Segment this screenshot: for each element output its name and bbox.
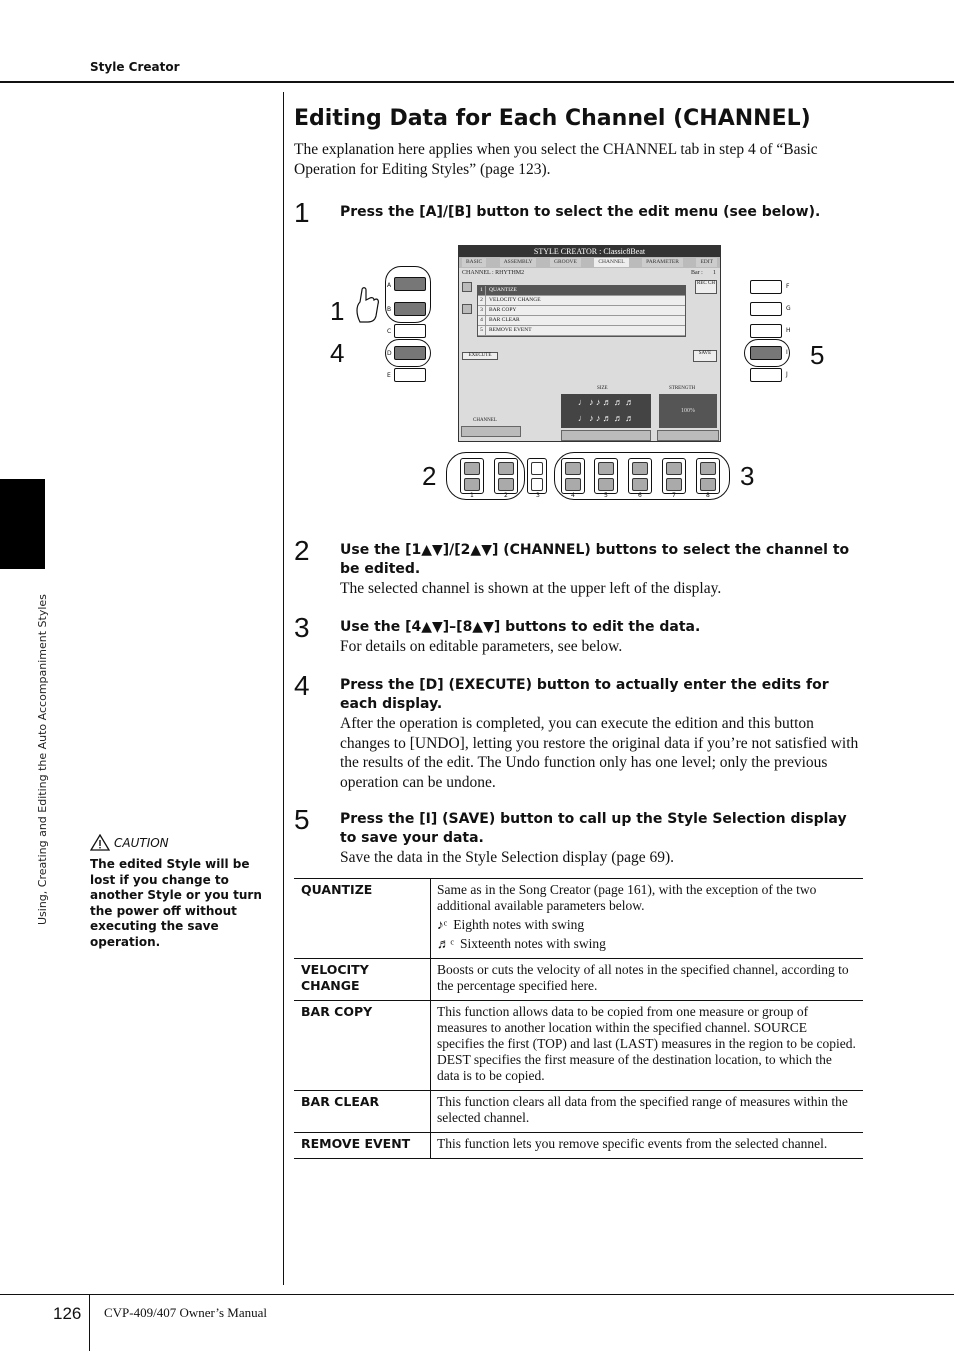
lcd-menu-item[interactable]: 2 VELOCITY CHANGE	[478, 296, 685, 306]
lcd-channel-label: CHANNEL : RHYTHM2	[462, 270, 525, 276]
button-a[interactable]	[394, 277, 426, 291]
table-key: QUANTIZE	[294, 879, 431, 958]
lcd-size-label: SIZE	[597, 386, 608, 391]
caution-body: The edited Style will be lost if you change to another Style or you turn the power off without executing the save operation.	[90, 857, 262, 949]
running-head: Style Creator	[90, 60, 180, 74]
lcd-channel-footer: CHANNEL	[473, 418, 497, 423]
sixteenth-swing-note-icon: ♬ᶜ	[437, 936, 454, 951]
lcd-tab-groove[interactable]: GROOVE	[550, 258, 581, 267]
step-5	[294, 804, 864, 868]
lcd-strength-bar	[657, 430, 719, 441]
lcd-channel-bar	[461, 426, 521, 437]
section-intro: The explanation here applies when you select the CHANNEL tab in step 4 of “Basic Operation for Editing Styles” (page 123).	[294, 141, 818, 178]
table-note	[437, 936, 857, 952]
updown-button-8[interactable]	[696, 458, 720, 494]
lcd-tab-channel[interactable]: CHANNEL	[594, 258, 628, 267]
step-heading: Use the [4▲▼]–[8▲▼] buttons to edit the data.	[340, 619, 701, 635]
button-b[interactable]	[394, 302, 426, 316]
step-number: 4	[294, 670, 310, 701]
step-heading: Press the [D] (EXECUTE) button to actually enter the edits for each display.	[340, 677, 829, 712]
step-number: 3	[294, 612, 310, 643]
lcd-title: STYLE CREATOR : Classic8Beat	[459, 246, 720, 257]
lcd-tab-parameter[interactable]: PARAMETER	[642, 258, 683, 267]
updown-button-1[interactable]	[460, 458, 484, 494]
step-body: Save the data in the Style Selection display (page 69).	[340, 849, 675, 866]
warning-icon	[90, 834, 110, 851]
button-number: 1	[470, 492, 474, 499]
table-value: This function lets you remove specific events from the selected channel.	[437, 1136, 828, 1151]
lcd-menu	[477, 285, 686, 337]
lcd-size-notes: ♩ ♪ ♪ ♬ ♬ ♬	[577, 413, 635, 423]
button-number: 4	[571, 492, 575, 499]
button-i[interactable]	[750, 346, 782, 360]
lcd-bar-label: Bar :	[691, 270, 703, 276]
step-2	[294, 535, 864, 599]
lcd-menu-item[interactable]: 3 BAR COPY	[478, 306, 685, 316]
chapter-side-text: Using, Creating and Editing the Auto Accompaniment Styles	[36, 594, 49, 925]
lcd-strength-value[interactable]: 100%	[659, 394, 717, 428]
lcd-tab-assembly[interactable]: ASSEMBLY	[500, 258, 537, 267]
button-label: J	[786, 371, 788, 378]
step-number: 5	[294, 804, 310, 835]
step-number: 2	[294, 535, 310, 566]
lcd-up-arrow-icon	[462, 282, 472, 292]
lcd-tabs	[459, 257, 720, 268]
column-rule	[283, 92, 284, 1285]
caution-title: CAUTION	[114, 835, 169, 850]
button-label: A	[387, 282, 392, 289]
lcd-menu-item[interactable]: 4 BAR CLEAR	[478, 316, 685, 326]
table-row	[294, 879, 863, 959]
button-label: B	[387, 306, 392, 313]
step-heading: Press the [I] (SAVE) button to call up the Style Selection display to save your data.	[340, 811, 847, 846]
eighth-swing-note-icon: ♪ᶜ	[437, 917, 448, 932]
hand-pointer-icon	[354, 284, 380, 324]
table-row	[294, 1133, 863, 1159]
button-label: G	[786, 305, 791, 312]
table-key: BAR COPY	[294, 1001, 431, 1090]
button-g[interactable]	[750, 302, 782, 316]
lcd-size-selector[interactable]	[561, 394, 651, 428]
chapter-tab	[0, 479, 45, 569]
page-number: 126	[53, 1304, 82, 1323]
step-number: 1	[294, 197, 310, 228]
button-number: 2	[504, 492, 508, 499]
button-h[interactable]	[750, 324, 782, 338]
step-4	[294, 670, 864, 792]
button-label: D	[387, 350, 392, 357]
button-number: 7	[672, 492, 676, 499]
lcd-tab-edit[interactable]: EDIT	[696, 258, 717, 267]
lcd-tab-basic[interactable]: BASIC	[462, 258, 486, 267]
table-row	[294, 1091, 863, 1133]
table-value: Boosts or cuts the velocity of all notes in the specified channel, according to the percentage specified here.	[437, 962, 849, 993]
table-row	[294, 1001, 863, 1091]
button-f[interactable]	[750, 280, 782, 294]
manual-title: CVP-409/407 Owner’s Manual	[104, 1305, 267, 1320]
step-body: After the operation is completed, you can execute the edition and this button changes to [UNDO], letting you restore the original data if you’re not satisfied with the results of the edit. The Undo function only has one level; only the previous operation can be undone.	[340, 715, 859, 791]
table-key: VELOCITY CHANGE	[294, 959, 431, 1000]
parameter-table	[294, 878, 863, 1159]
callout-2: 2	[422, 461, 437, 491]
button-label: H	[786, 327, 791, 334]
button-label: E	[387, 372, 391, 379]
caution-heading	[90, 834, 276, 851]
panel-illustration	[330, 240, 825, 505]
table-note	[437, 917, 857, 933]
caution-box	[90, 834, 276, 950]
table-key: REMOVE EVENT	[294, 1133, 431, 1158]
lcd-menu-item[interactable]: 1 QUANTIZE	[478, 286, 685, 296]
lcd-save[interactable]: SAVE	[693, 350, 717, 362]
footer-divider	[89, 1295, 90, 1351]
step-body: The selected channel is shown at the upper left of the display.	[340, 580, 722, 597]
button-c[interactable]	[394, 324, 426, 338]
callout-3: 3	[740, 461, 755, 491]
callout-1: 1	[330, 296, 345, 326]
lcd-menu-item[interactable]: 5 REMOVE EVENT	[478, 326, 685, 336]
updown-button-2[interactable]	[494, 458, 518, 494]
table-value	[431, 879, 863, 958]
updown-button-3[interactable]	[527, 458, 547, 494]
callout-4: 4	[330, 338, 345, 368]
updown-button-4[interactable]	[561, 458, 585, 494]
step-1	[294, 197, 864, 228]
button-number: 8	[706, 492, 710, 499]
table-note-text: Sixteenth notes with swing	[459, 936, 606, 951]
button-e[interactable]	[394, 368, 426, 382]
lcd-size-bar	[561, 430, 651, 441]
lcd-rec-ch[interactable]: REC CH	[695, 280, 717, 294]
button-number: 5	[604, 492, 608, 499]
table-value: This function allows data to be copied from one measure or group of measures to another location within the specified channel. SOURCE specifies the first (TOP) and last (LAST) measures in the region to be copied. DEST specifies the first measure of the destination location, to which the data is to be copied.	[437, 1004, 856, 1083]
callout-5: 5	[810, 340, 825, 370]
table-value-text: Same as in the Song Creator (page 161), with the exception of the two additional available parameters below.	[437, 882, 817, 913]
lcd-bar-value: 1	[713, 270, 716, 276]
table-value: This function clears all data from the specified range of measures within the selected channel.	[437, 1094, 848, 1125]
button-number: 3	[536, 492, 540, 499]
button-j[interactable]	[750, 368, 782, 382]
lcd-display	[458, 245, 721, 442]
button-label: I	[786, 349, 788, 356]
step-3	[294, 612, 864, 657]
button-d[interactable]	[394, 346, 426, 360]
button-label: F	[786, 283, 790, 290]
table-note-text: Eighth notes with swing	[453, 917, 585, 932]
lcd-size-notes: ♩ ♪ ♪ ♬ ♬ ♬	[577, 397, 635, 407]
updown-button-6[interactable]	[628, 458, 652, 494]
lcd-strength-label: STRENGTH	[669, 386, 696, 391]
updown-button-5[interactable]	[594, 458, 618, 494]
button-number: 6	[638, 492, 642, 499]
updown-button-7[interactable]	[662, 458, 686, 494]
button-label: C	[387, 328, 392, 335]
step-heading: Use the [1▲▼]/[2▲▼] (CHANNEL) buttons to select the channel to be edited.	[340, 542, 850, 577]
step-heading: Press the [A]/[B] button to select the edit menu (see below).	[340, 204, 821, 220]
lcd-down-arrow-icon	[462, 304, 472, 314]
step-body: For details on editable parameters, see below.	[340, 638, 623, 655]
footer-rule	[0, 1294, 954, 1295]
lcd-execute[interactable]: EXECUTE	[462, 352, 498, 360]
section-title: Editing Data for Each Channel (CHANNEL)	[294, 106, 811, 131]
table-key: BAR CLEAR	[294, 1091, 431, 1132]
header-rule	[0, 81, 954, 83]
table-row	[294, 959, 863, 1001]
